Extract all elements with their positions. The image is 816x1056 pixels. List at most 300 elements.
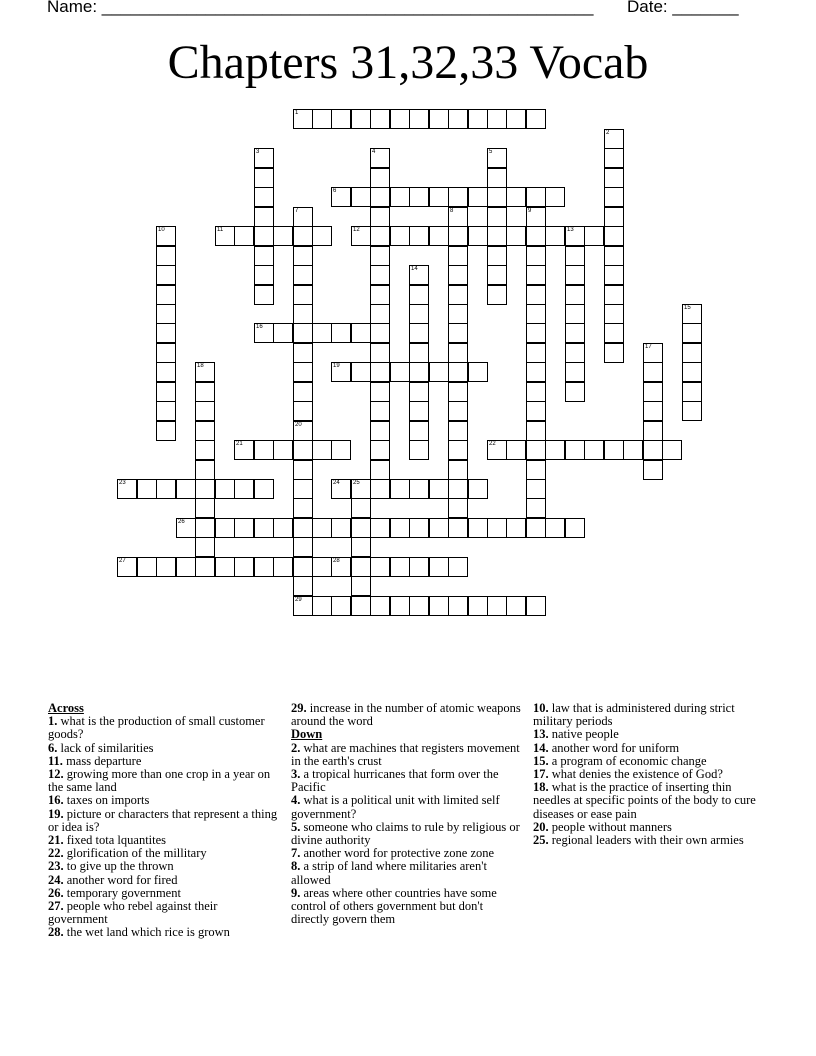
grid-cell[interactable]	[526, 498, 546, 518]
grid-cell[interactable]	[506, 518, 526, 538]
grid-cell[interactable]	[604, 440, 624, 460]
clue-item-text: what is the practice of inserting thin needles at specific points of the body to cure diseases or ease pain	[533, 780, 756, 821]
grid-cell[interactable]	[448, 382, 468, 402]
grid-cell[interactable]	[487, 187, 507, 207]
grid-cell[interactable]	[293, 537, 313, 557]
grid-cell[interactable]	[293, 421, 313, 441]
grid-cell[interactable]	[526, 226, 546, 246]
grid-cell[interactable]	[409, 479, 429, 499]
grid-cell[interactable]	[545, 226, 565, 246]
grid-cell[interactable]	[293, 285, 313, 305]
grid-cell[interactable]	[643, 382, 663, 402]
clues-column-1	[48, 702, 278, 940]
grid-cell[interactable]	[409, 401, 429, 421]
grid-cell[interactable]	[565, 518, 585, 538]
grid-cell[interactable]	[370, 479, 390, 499]
grid-cell[interactable]	[312, 596, 332, 616]
grid-cell[interactable]	[409, 323, 429, 343]
grid-cell[interactable]	[526, 596, 546, 616]
grid-cell[interactable]	[526, 343, 546, 363]
grid-cell[interactable]	[195, 382, 215, 402]
grid-cell[interactable]	[312, 557, 332, 577]
grid-cell[interactable]	[351, 109, 371, 129]
grid-cell[interactable]	[448, 596, 468, 616]
grid-cell[interactable]	[293, 207, 313, 227]
grid-cell[interactable]	[409, 518, 429, 538]
grid-cell[interactable]	[506, 226, 526, 246]
grid-cell[interactable]	[370, 421, 390, 441]
grid-cell[interactable]	[293, 304, 313, 324]
grid-cell[interactable]	[156, 479, 176, 499]
grid-cell[interactable]	[370, 518, 390, 538]
grid-cell[interactable]	[643, 343, 663, 363]
grid-cell[interactable]	[117, 479, 137, 499]
grid-cell[interactable]	[312, 440, 332, 460]
grid-cell[interactable]	[293, 557, 313, 577]
grid-cell[interactable]	[293, 382, 313, 402]
grid-cell[interactable]	[273, 518, 293, 538]
grid-cell[interactable]	[351, 537, 371, 557]
grid-cell[interactable]	[604, 265, 624, 285]
grid-cell[interactable]	[604, 129, 624, 149]
grid-cell[interactable]	[448, 109, 468, 129]
grid-cell[interactable]	[351, 323, 371, 343]
grid-cell[interactable]	[370, 401, 390, 421]
grid-cell[interactable]	[351, 226, 371, 246]
grid-cell[interactable]	[331, 362, 351, 382]
grid-cell[interactable]	[351, 576, 371, 596]
grid-cell[interactable]	[370, 557, 390, 577]
grid-cell[interactable]	[448, 207, 468, 227]
grid-cell[interactable]	[370, 382, 390, 402]
grid-cell[interactable]	[506, 440, 526, 460]
page-title: Chapters 31,32,33 Vocab	[167, 36, 649, 89]
grid-cell[interactable]	[293, 479, 313, 499]
grid-cell[interactable]	[448, 226, 468, 246]
grid-cell[interactable]	[195, 362, 215, 382]
clue-number: 5	[489, 149, 493, 155]
grid-cell[interactable]	[448, 285, 468, 305]
grid-cell[interactable]	[156, 323, 176, 343]
grid-cell[interactable]	[662, 440, 682, 460]
grid-cell[interactable]	[487, 109, 507, 129]
grid-cell[interactable]	[254, 187, 274, 207]
grid-cell[interactable]	[643, 421, 663, 441]
grid-cell[interactable]	[293, 460, 313, 480]
grid-cell[interactable]	[254, 440, 274, 460]
grid-cell[interactable]	[526, 382, 546, 402]
grid-cell[interactable]	[526, 207, 546, 227]
grid-cell[interactable]	[526, 323, 546, 343]
grid-cell[interactable]	[526, 362, 546, 382]
grid-cell[interactable]	[293, 498, 313, 518]
grid-cell[interactable]	[312, 323, 332, 343]
grid-cell[interactable]	[293, 440, 313, 460]
grid-cell[interactable]	[195, 498, 215, 518]
grid-cell[interactable]	[156, 382, 176, 402]
grid-cell[interactable]	[137, 557, 157, 577]
grid-cell[interactable]	[429, 187, 449, 207]
grid-cell[interactable]	[526, 518, 546, 538]
grid-cell[interactable]	[156, 421, 176, 441]
grid-cell[interactable]	[565, 362, 585, 382]
grid-cell[interactable]	[254, 285, 274, 305]
grid-cell[interactable]	[487, 207, 507, 227]
grid-cell[interactable]	[390, 479, 410, 499]
grid-cell[interactable]	[604, 187, 624, 207]
grid-cell[interactable]	[234, 479, 254, 499]
grid-cell[interactable]	[370, 440, 390, 460]
grid-cell[interactable]	[409, 285, 429, 305]
grid-cell[interactable]	[584, 440, 604, 460]
grid-cell[interactable]	[604, 343, 624, 363]
grid-cell[interactable]	[390, 362, 410, 382]
grid-cell[interactable]	[565, 265, 585, 285]
grid-cell[interactable]	[604, 148, 624, 168]
grid-cell[interactable]	[331, 557, 351, 577]
clue-item-number: 29.	[291, 701, 307, 715]
grid-cell[interactable]	[370, 246, 390, 266]
grid-cell[interactable]	[370, 323, 390, 343]
grid-cell[interactable]	[195, 401, 215, 421]
grid-cell[interactable]	[254, 246, 274, 266]
grid-cell[interactable]	[487, 596, 507, 616]
grid-cell[interactable]	[254, 557, 274, 577]
grid-cell[interactable]	[429, 596, 449, 616]
grid-cell[interactable]	[487, 440, 507, 460]
grid-cell[interactable]	[429, 479, 449, 499]
grid-cell[interactable]	[156, 285, 176, 305]
grid-cell[interactable]	[565, 285, 585, 305]
grid-cell[interactable]	[643, 460, 663, 480]
grid-cell[interactable]	[409, 596, 429, 616]
clue-number: 11	[217, 227, 224, 233]
grid-cell[interactable]	[682, 323, 702, 343]
grid-cell[interactable]	[448, 460, 468, 480]
grid-cell[interactable]	[545, 440, 565, 460]
grid-cell[interactable]	[370, 285, 390, 305]
grid-cell[interactable]	[370, 265, 390, 285]
grid-cell[interactable]	[351, 362, 371, 382]
grid-cell[interactable]	[429, 557, 449, 577]
grid-cell[interactable]	[468, 109, 488, 129]
grid-cell[interactable]	[370, 207, 390, 227]
clue-number: 20	[295, 422, 302, 428]
grid-cell[interactable]	[293, 109, 313, 129]
clue-item-number: 23.	[48, 859, 64, 874]
grid-cell[interactable]	[156, 226, 176, 246]
grid-cell[interactable]	[331, 518, 351, 538]
grid-cell[interactable]	[370, 460, 390, 480]
grid-cell[interactable]	[409, 440, 429, 460]
grid-cell[interactable]	[156, 265, 176, 285]
grid-cell[interactable]	[623, 440, 643, 460]
grid-cell[interactable]	[331, 440, 351, 460]
clue-item-text: another word for fired	[63, 872, 178, 887]
clue-item-number: 5.	[291, 819, 301, 834]
grid-cell[interactable]	[429, 109, 449, 129]
clue-item-number: 4.	[291, 793, 301, 808]
grid-cell[interactable]	[429, 362, 449, 382]
grid-cell[interactable]	[254, 479, 274, 499]
grid-cell[interactable]	[682, 304, 702, 324]
grid-cell[interactable]	[254, 168, 274, 188]
grid-cell[interactable]	[312, 518, 332, 538]
grid-cell[interactable]	[409, 557, 429, 577]
grid-cell[interactable]	[643, 362, 663, 382]
grid-cell[interactable]	[273, 440, 293, 460]
grid-cell[interactable]	[468, 479, 488, 499]
grid-cell[interactable]	[273, 323, 293, 343]
grid-cell[interactable]	[156, 557, 176, 577]
clue-item-number: 19.	[48, 806, 64, 821]
grid-cell[interactable]	[351, 557, 371, 577]
grid-cell[interactable]	[448, 557, 468, 577]
grid-cell[interactable]	[293, 246, 313, 266]
clue-item-number: 7.	[291, 846, 301, 861]
grid-cell[interactable]	[409, 421, 429, 441]
grid-cell[interactable]	[370, 343, 390, 363]
grid-cell[interactable]	[215, 557, 235, 577]
grid-cell[interactable]	[468, 362, 488, 382]
grid-cell[interactable]	[487, 168, 507, 188]
grid-cell[interactable]	[487, 246, 507, 266]
grid-cell[interactable]	[448, 187, 468, 207]
grid-cell[interactable]	[409, 265, 429, 285]
grid-cell[interactable]	[448, 362, 468, 382]
grid-cell[interactable]	[448, 440, 468, 460]
grid-cell[interactable]	[526, 401, 546, 421]
grid-cell[interactable]	[195, 479, 215, 499]
clue-item-text: mass departure	[62, 753, 142, 768]
grid-cell[interactable]	[293, 343, 313, 363]
grid-cell[interactable]	[448, 323, 468, 343]
grid-cell[interactable]	[682, 401, 702, 421]
grid-cell[interactable]	[487, 148, 507, 168]
grid-cell[interactable]	[565, 323, 585, 343]
grid-cell[interactable]	[234, 226, 254, 246]
grid-cell[interactable]	[409, 382, 429, 402]
grid-cell[interactable]	[370, 362, 390, 382]
grid-cell[interactable]	[643, 401, 663, 421]
grid-cell[interactable]	[565, 226, 585, 246]
grid-cell[interactable]	[331, 109, 351, 129]
grid-cell[interactable]	[351, 187, 371, 207]
grid-cell[interactable]	[293, 576, 313, 596]
grid-cell[interactable]	[448, 246, 468, 266]
grid-cell[interactable]	[176, 557, 196, 577]
grid-cell[interactable]	[390, 518, 410, 538]
grid-cell[interactable]	[429, 226, 449, 246]
grid-cell[interactable]	[526, 187, 546, 207]
grid-cell[interactable]	[409, 362, 429, 382]
grid-cell[interactable]	[234, 440, 254, 460]
grid-cell[interactable]	[390, 187, 410, 207]
grid-cell[interactable]	[254, 265, 274, 285]
grid-cell[interactable]	[506, 109, 526, 129]
grid-cell[interactable]	[293, 226, 313, 246]
grid-cell[interactable]	[448, 343, 468, 363]
grid-cell[interactable]	[448, 421, 468, 441]
grid-cell[interactable]	[526, 285, 546, 305]
grid-cell[interactable]	[506, 187, 526, 207]
grid-cell[interactable]	[468, 596, 488, 616]
grid-cell[interactable]	[526, 421, 546, 441]
grid-cell[interactable]	[448, 498, 468, 518]
grid-cell[interactable]	[604, 168, 624, 188]
grid-cell[interactable]	[195, 440, 215, 460]
grid-cell[interactable]	[215, 518, 235, 538]
grid-cell[interactable]	[176, 479, 196, 499]
grid-cell[interactable]	[215, 479, 235, 499]
clue-item-number: 18.	[533, 780, 549, 795]
grid-cell[interactable]	[312, 226, 332, 246]
grid-cell[interactable]	[429, 518, 449, 538]
grid-cell[interactable]	[293, 401, 313, 421]
grid-cell[interactable]	[526, 440, 546, 460]
grid-cell[interactable]	[448, 518, 468, 538]
grid-cell[interactable]	[468, 226, 488, 246]
clue-number: 10	[158, 227, 165, 233]
grid-cell[interactable]	[351, 498, 371, 518]
clue-item-text: what is the production of small customer goods?	[48, 714, 265, 742]
grid-cell[interactable]	[526, 246, 546, 266]
grid-cell[interactable]	[390, 596, 410, 616]
grid-cell[interactable]	[643, 440, 663, 460]
grid-cell[interactable]	[331, 479, 351, 499]
grid-cell[interactable]	[604, 304, 624, 324]
grid-cell[interactable]	[331, 323, 351, 343]
grid-cell[interactable]	[468, 518, 488, 538]
grid-cell[interactable]	[195, 537, 215, 557]
grid-cell[interactable]	[604, 246, 624, 266]
grid-cell[interactable]	[526, 304, 546, 324]
grid-cell[interactable]	[565, 343, 585, 363]
grid-cell[interactable]	[604, 226, 624, 246]
grid-cell[interactable]	[545, 187, 565, 207]
grid-cell[interactable]	[370, 304, 390, 324]
clue-item-number: 6.	[48, 740, 58, 755]
grid-cell[interactable]	[409, 304, 429, 324]
grid-cell[interactable]	[526, 109, 546, 129]
grid-cell[interactable]	[293, 362, 313, 382]
grid-cell[interactable]	[370, 226, 390, 246]
grid-cell[interactable]	[604, 285, 624, 305]
grid-cell[interactable]	[390, 109, 410, 129]
grid-cell[interactable]	[487, 265, 507, 285]
grid-cell[interactable]	[176, 518, 196, 538]
grid-cell[interactable]	[409, 226, 429, 246]
grid-cell[interactable]	[156, 246, 176, 266]
grid-cell[interactable]	[390, 557, 410, 577]
grid-cell[interactable]	[195, 421, 215, 441]
grid-cell[interactable]	[526, 460, 546, 480]
grid-cell[interactable]	[215, 226, 235, 246]
grid-cell[interactable]	[370, 168, 390, 188]
grid-cell[interactable]	[254, 207, 274, 227]
grid-cell[interactable]	[487, 518, 507, 538]
grid-cell[interactable]	[545, 518, 565, 538]
grid-cell[interactable]	[468, 187, 488, 207]
grid-cell[interactable]	[195, 518, 215, 538]
grid-cell[interactable]	[117, 557, 137, 577]
grid-cell[interactable]	[370, 109, 390, 129]
grid-cell[interactable]	[137, 479, 157, 499]
grid-cell[interactable]	[526, 265, 546, 285]
grid-cell[interactable]	[526, 479, 546, 499]
grid-cell[interactable]	[448, 304, 468, 324]
grid-cell[interactable]	[351, 479, 371, 499]
clue-number: 4	[372, 149, 376, 155]
grid-cell[interactable]	[409, 109, 429, 129]
grid-cell[interactable]	[312, 109, 332, 129]
grid-cell[interactable]	[506, 596, 526, 616]
clue-item-text: the wet land which rice is grown	[63, 925, 230, 940]
grid-cell[interactable]	[293, 596, 313, 616]
clue-number: 6	[333, 188, 337, 194]
grid-cell[interactable]	[565, 304, 585, 324]
grid-cell[interactable]	[487, 226, 507, 246]
grid-cell[interactable]	[487, 285, 507, 305]
clue-item-text: a program of economic change	[548, 753, 707, 768]
grid-cell[interactable]	[273, 557, 293, 577]
grid-cell[interactable]	[156, 304, 176, 324]
grid-cell[interactable]	[293, 265, 313, 285]
grid-cell[interactable]	[195, 557, 215, 577]
clue-item-text: fixed tota lquantites	[63, 833, 167, 848]
grid-cell[interactable]	[331, 596, 351, 616]
grid-cell[interactable]	[448, 265, 468, 285]
grid-cell[interactable]	[156, 362, 176, 382]
grid-cell[interactable]	[254, 226, 274, 246]
grid-cell[interactable]	[254, 323, 274, 343]
grid-cell[interactable]	[195, 460, 215, 480]
grid-cell[interactable]	[448, 401, 468, 421]
grid-cell[interactable]	[273, 226, 293, 246]
grid-cell[interactable]	[565, 440, 585, 460]
grid-cell[interactable]	[234, 557, 254, 577]
grid-cell[interactable]	[682, 382, 702, 402]
grid-cell[interactable]	[234, 518, 254, 538]
grid-cell[interactable]	[254, 518, 274, 538]
grid-cell[interactable]	[604, 207, 624, 227]
clue-item	[48, 808, 278, 834]
grid-cell[interactable]	[370, 596, 390, 616]
grid-cell[interactable]	[682, 343, 702, 363]
grid-cell[interactable]	[156, 401, 176, 421]
grid-cell[interactable]	[390, 226, 410, 246]
grid-cell[interactable]	[409, 187, 429, 207]
grid-cell[interactable]	[409, 343, 429, 363]
grid-cell[interactable]	[293, 518, 313, 538]
grid-cell[interactable]	[351, 596, 371, 616]
grid-cell[interactable]	[156, 343, 176, 363]
grid-cell[interactable]	[448, 479, 468, 499]
grid-cell[interactable]	[351, 518, 371, 538]
grid-cell[interactable]	[604, 323, 624, 343]
grid-cell[interactable]	[565, 382, 585, 402]
clue-number: 2	[606, 130, 610, 136]
grid-cell[interactable]	[331, 187, 351, 207]
grid-cell[interactable]	[565, 246, 585, 266]
grid-cell[interactable]	[254, 148, 274, 168]
grid-cell[interactable]	[293, 323, 313, 343]
grid-cell[interactable]	[370, 148, 390, 168]
grid-cell[interactable]	[370, 187, 390, 207]
clue-item-number: 16.	[48, 793, 64, 808]
grid-cell[interactable]	[682, 362, 702, 382]
grid-cell[interactable]	[584, 226, 604, 246]
